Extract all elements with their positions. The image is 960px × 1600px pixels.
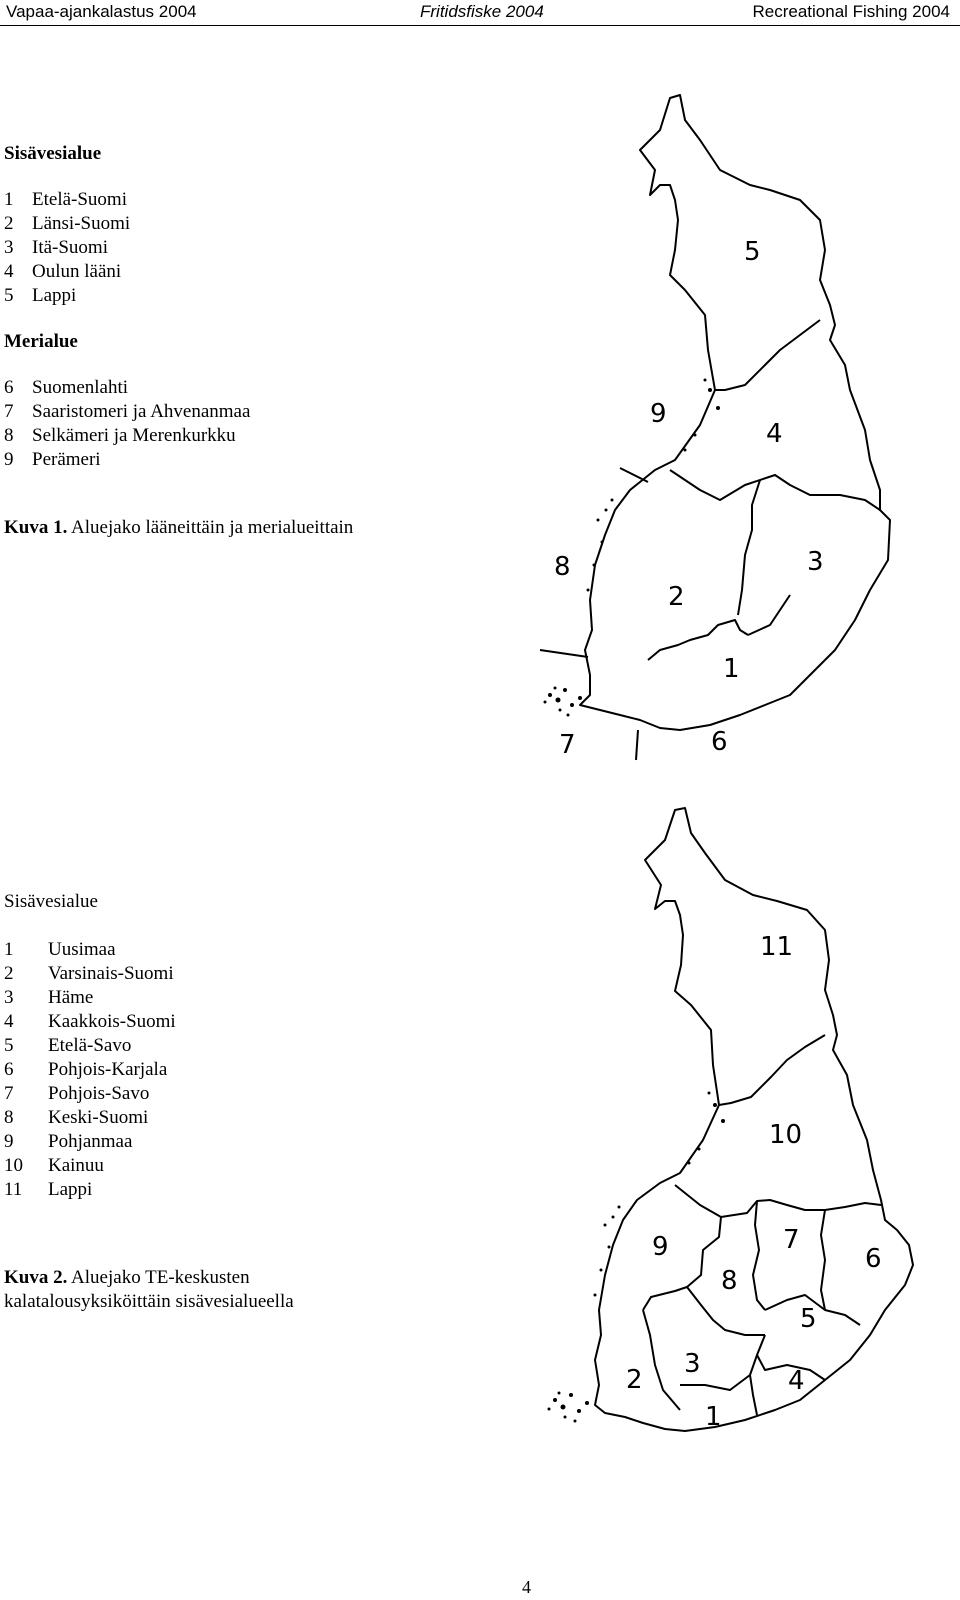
map-label-8: 8 xyxy=(721,1266,738,1296)
map-label-9: 9 xyxy=(650,399,667,429)
map-label-3: 3 xyxy=(807,547,824,577)
figure1-caption xyxy=(4,516,353,540)
leader-7 xyxy=(636,730,638,760)
figure2-list xyxy=(4,938,294,1202)
list-item: 8 Keski-Suomi xyxy=(4,1107,149,1128)
list-item: 1 Uusimaa xyxy=(4,939,116,960)
finland-map-regions-2 xyxy=(525,805,935,1465)
list-item: 8 Selkämeri ja Merenkurkku xyxy=(4,425,236,446)
map-region-labels xyxy=(554,237,824,760)
list-item: 7 Pohjois-Savo xyxy=(4,1083,150,1104)
map-label-9: 9 xyxy=(652,1232,669,1262)
figure1-caption-label: Kuva 1. xyxy=(4,517,68,538)
boundary-1-3 xyxy=(748,595,790,635)
map-label-11: 11 xyxy=(760,932,794,962)
list-item: 4 Kaakkois-Suomi xyxy=(4,1011,176,1032)
list-item: 5 Lappi xyxy=(4,285,77,306)
list-item: 3 Itä-Suomi xyxy=(4,237,108,258)
boundary-2-3 xyxy=(738,480,760,615)
figure2-caption-text: Aluejako TE-keskusten xyxy=(67,1267,250,1288)
list-item: 6 Pohjois-Karjala xyxy=(4,1059,168,1080)
figure2-caption-line2: kalatalousyksiköittäin sisävesialueella xyxy=(4,1291,294,1312)
map-label-1: 1 xyxy=(723,654,740,684)
map-label-6: 6 xyxy=(711,727,728,757)
figure1-legend xyxy=(4,142,353,540)
list-item: 6 Suomenlahti xyxy=(4,377,129,398)
figure1-sea-list xyxy=(4,376,353,472)
map-label-5: 5 xyxy=(744,237,761,267)
finland-map-regions-1 xyxy=(520,90,920,780)
boundary-10-11 xyxy=(719,1035,825,1105)
boundary-10-south xyxy=(675,1185,881,1217)
archipelago-dots xyxy=(544,379,721,717)
list-item: 10 Kainuu xyxy=(4,1155,104,1176)
boundary-4-south xyxy=(670,470,880,510)
figure2-caption xyxy=(4,1266,294,1314)
map-label-4: 4 xyxy=(766,419,783,449)
boundary-9-8 xyxy=(643,1217,721,1310)
list-item: 9 Perämeri xyxy=(4,449,101,470)
list-item: 9 Pohjanmaa xyxy=(4,1131,133,1152)
list-item: 4 Oulun lääni xyxy=(4,261,122,282)
map-label-10: 10 xyxy=(769,1120,803,1150)
boundary-7-6 xyxy=(821,1210,825,1310)
list-item: 2 Länsi-Suomi xyxy=(4,213,131,234)
map-outline xyxy=(580,95,890,730)
boundary-1-4 xyxy=(750,1375,757,1415)
figure1-map xyxy=(520,90,920,780)
boundary-4-5 xyxy=(715,320,820,390)
map-label-5: 5 xyxy=(800,1304,817,1334)
leader-8 xyxy=(540,650,588,657)
figure2-legend xyxy=(4,890,294,1314)
map-label-2: 2 xyxy=(626,1365,643,1395)
map-label-7: 7 xyxy=(783,1225,800,1255)
leader-9 xyxy=(620,468,648,482)
list-item: 2 Varsinais-Suomi xyxy=(4,963,174,984)
header-center-title: Fritidsfiske 2004 xyxy=(420,2,544,21)
map-label-3: 3 xyxy=(684,1349,701,1379)
map-label-8: 8 xyxy=(554,552,571,582)
figure2-inland-heading: Sisävesialue xyxy=(4,891,98,912)
map-label-7: 7 xyxy=(559,730,576,760)
map-region-labels xyxy=(626,932,882,1432)
list-item: 5 Etelä-Savo xyxy=(4,1035,132,1056)
figure1-inland-list xyxy=(4,188,353,308)
figure1-sea-heading: Merialue xyxy=(4,331,78,352)
list-item: 7 Saaristomeri ja Ahvenanmaa xyxy=(4,401,251,422)
figure2-map xyxy=(525,805,935,1465)
page-number: 4 xyxy=(522,1577,531,1597)
map-outline xyxy=(595,808,913,1431)
list-item: 11 Lappi xyxy=(4,1179,93,1200)
boundary-3-2 xyxy=(643,1310,680,1410)
header-rule xyxy=(0,25,960,26)
list-item: 1 Etelä-Suomi xyxy=(4,189,127,210)
map-label-6: 6 xyxy=(865,1244,882,1274)
boundary-8-7 xyxy=(753,1201,765,1310)
figure1-inland-heading: Sisävesialue xyxy=(4,143,102,164)
list-item: 3 Häme xyxy=(4,987,94,1008)
figure1-caption-text: Aluejako lääneittäin ja merialueittain xyxy=(67,517,354,538)
header-left-title: Vapaa-ajankalastus 2004 xyxy=(6,2,197,21)
map-label-4: 4 xyxy=(788,1366,805,1396)
figure2-caption-label: Kuva 2. xyxy=(4,1267,68,1288)
running-header xyxy=(0,0,960,26)
map-label-1: 1 xyxy=(705,1402,722,1432)
map-label-2: 2 xyxy=(668,582,685,612)
header-right-title: Recreational Fishing 2004 xyxy=(752,2,950,21)
